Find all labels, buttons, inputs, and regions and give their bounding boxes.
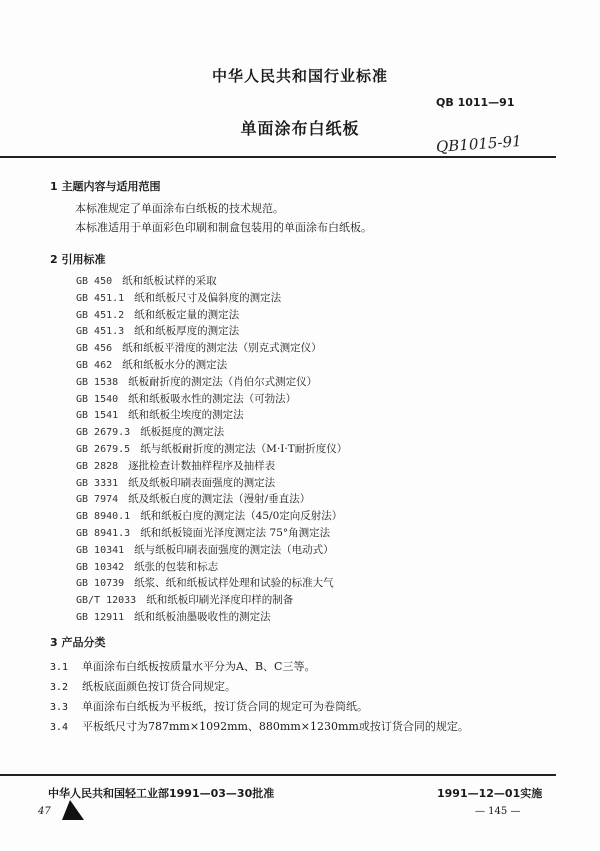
reference-item	[76, 425, 347, 442]
reference-code: GB 10739	[76, 578, 125, 590]
reference-code: GB 8940.1	[76, 511, 131, 523]
reference-item	[76, 610, 347, 627]
reference-item	[76, 358, 347, 375]
reference-code: GB 451.3	[76, 326, 125, 338]
item-text: 纸板底面颜色按订货合同规定。	[82, 680, 236, 693]
reference-code: GB 12911	[76, 611, 125, 623]
reference-title: 纸和纸板定量的测定法	[134, 308, 240, 321]
reference-item	[76, 274, 347, 291]
reference-item	[76, 576, 347, 593]
reference-code: GB 10342	[76, 561, 125, 573]
reference-code: GB 462	[76, 359, 113, 371]
reference-list	[76, 274, 347, 627]
reference-code: GB 1540	[76, 393, 119, 405]
item-number: 3.4	[50, 722, 69, 733]
reference-title: 纸与纸板耐折度的测定法（M·I·T耐折度仪）	[140, 442, 348, 455]
reference-item	[76, 392, 347, 409]
top-rule	[0, 156, 556, 158]
reference-code: GB 451.1	[76, 292, 125, 304]
item-number: 3.1	[50, 662, 69, 673]
page-number: — 145 —	[475, 806, 521, 817]
reference-title: 纸板耐折度的测定法（肖伯尔式测定仪）	[128, 375, 318, 388]
reference-item	[76, 324, 347, 341]
reference-code: GB 10341	[76, 544, 125, 556]
reference-code: GB 1538	[76, 376, 119, 388]
item-number: 3.3	[50, 702, 69, 713]
reference-title: 纸与纸板印刷表面强度的测定法（电动式）	[134, 543, 334, 556]
reference-title: 纸和纸板尘埃度的测定法	[128, 409, 244, 422]
reference-item	[76, 375, 347, 392]
reference-title: 纸和纸板试样的采取	[122, 275, 217, 287]
org-title: 中华人民共和国行业标准	[211, 67, 388, 85]
handwritten-note: QB1015-91	[435, 132, 523, 156]
classification-item	[50, 718, 469, 734]
reference-item	[76, 593, 347, 610]
section3-heading: 3 产品分类	[50, 636, 106, 649]
reference-code: GB 2679.5	[76, 443, 131, 455]
reference-code: GB 3331	[76, 477, 119, 489]
reference-item	[76, 442, 347, 459]
reference-code: GB 8941.3	[76, 527, 131, 539]
reference-code: GB 2679.3	[76, 427, 131, 439]
reference-item	[76, 476, 347, 493]
reference-title: 纸和纸板平滑度的测定法（别克式测定仪）	[122, 342, 322, 355]
item-text: 平板纸尺寸为787mm×1092mm、880mm×1230mm或按订货合同的规定。	[82, 720, 469, 733]
item-number: 3.2	[50, 682, 69, 693]
reference-code: GB 456	[76, 343, 113, 355]
classification-item	[50, 698, 368, 714]
reference-title: 纸和纸板厚度的测定法	[134, 325, 240, 338]
item-text: 单面涂布白纸板按质量水平分为A、B、C三等。	[82, 660, 316, 673]
effective-date: 1991—12—01实施	[437, 787, 543, 800]
bottom-rule	[0, 774, 556, 776]
reference-code: GB/T 12033	[76, 595, 137, 607]
reference-title: 纸浆、纸和纸板试样处理和试验的标准大气	[134, 577, 334, 590]
item-text: 单面涂布白纸板为平板纸，按订货合同的规定可为卷筒纸。	[82, 700, 368, 713]
reference-title: 纸和纸板印刷光泽度印样的制备	[146, 594, 294, 607]
margin-note: 47	[38, 806, 51, 817]
reference-item	[76, 408, 347, 425]
reference-title: 纸张的包装和标志	[134, 560, 219, 573]
standard-code: QB 1011—91	[436, 96, 515, 109]
reference-code: GB 450	[76, 276, 113, 287]
reference-title: 纸及纸板白度的测定法（漫射/垂直法）	[128, 493, 311, 506]
reference-item	[76, 308, 347, 325]
reference-title: 纸和纸板油墨吸收性的测定法	[134, 610, 271, 623]
classification-item	[50, 678, 236, 694]
reference-title: 纸和纸板水分的测定法	[122, 358, 228, 371]
reference-item	[76, 291, 347, 308]
approval-line: 中华人民共和国轻工业部1991—03—30批准	[48, 787, 275, 800]
document-title: 单面涂布白纸板	[240, 119, 360, 138]
section1-line: 本标准规定了单面涂布白纸板的技术规范。	[75, 202, 284, 215]
reference-item	[76, 543, 347, 560]
reference-title: 纸和纸板镜面光泽度测定法 75°角测定法	[140, 526, 331, 539]
reference-title: 纸及纸板印刷表面强度的测定法	[128, 476, 276, 489]
reference-code: GB 451.2	[76, 309, 125, 321]
scan-blot	[62, 800, 84, 820]
section1-heading: 1 主题内容与适用范围	[50, 180, 161, 193]
reference-item	[76, 459, 347, 476]
section2-heading: 2 引用标准	[50, 253, 106, 266]
reference-code: GB 7974	[76, 494, 119, 506]
classification-item	[50, 658, 315, 674]
reference-title: 逐批检查计数抽样程序及抽样表	[128, 459, 276, 472]
reference-title: 纸和纸板白度的测定法（45/0定向反射法）	[140, 510, 343, 523]
reference-item	[76, 526, 347, 543]
reference-item	[76, 341, 347, 358]
reference-code: GB 2828	[76, 460, 119, 472]
reference-code: GB 1541	[76, 410, 119, 422]
reference-item	[76, 492, 347, 509]
reference-item	[76, 560, 347, 577]
reference-title: 纸和纸板尺寸及偏斜度的测定法	[134, 291, 282, 304]
reference-title: 纸板挺度的测定法	[140, 426, 225, 439]
reference-item	[76, 509, 347, 526]
reference-title: 纸和纸板吸水性的测定法（可勃法）	[128, 392, 297, 405]
section1-line: 本标准适用于单面彩色印刷和制盒包装用的单面涂布白纸板。	[75, 221, 372, 234]
